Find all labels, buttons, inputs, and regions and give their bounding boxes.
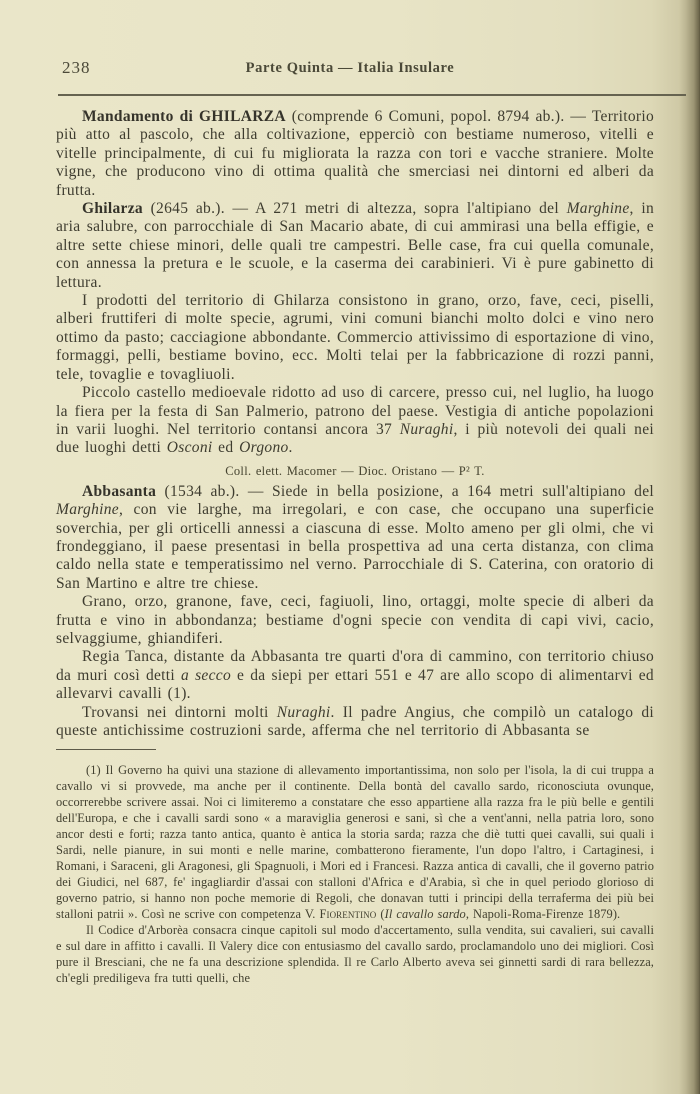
text-run: , Napoli-Roma-Firenze 1879). xyxy=(465,907,621,922)
body-paragraph xyxy=(56,593,654,648)
text-run: Abbasanta xyxy=(82,482,157,500)
running-title: Parte Quinta — Italia Insulare xyxy=(245,60,455,76)
text-run: ed xyxy=(212,439,240,457)
body-paragraph xyxy=(56,108,654,200)
body-paragraph xyxy=(56,648,654,703)
footnote-paragraph xyxy=(56,922,654,986)
page-number: 238 xyxy=(62,58,91,77)
body-paragraph xyxy=(56,292,654,384)
text-run: Fiorentino xyxy=(319,907,377,922)
footnote-paragraph xyxy=(56,762,654,922)
footnote-separator xyxy=(56,749,156,750)
text-run: Coll. elett. Macomer — Dioc. Oristano — P² T. xyxy=(225,463,485,478)
text-run: Regia Tanca, distante da Abbasanta tre quarti d'ora di cammino, con territorio chiuso da muri così detti xyxy=(56,648,654,684)
text-run: , in aria salubre, con parrocchiale di San Macario abate, di cui ammirasi una bella effigie, e altre sette chiese minori, delle quali tre campestri. Belle case, fra cui quella comunale, con annessa la pretura e le scuole, e la caserma dei carabinieri. Vi è pure gabinetto di lettura. xyxy=(56,200,655,291)
text-run: . Il padre Angius, che compilò un catalogo di queste antichissime costruzioni sarde, afferma che nel territorio di Abbasanta se xyxy=(56,703,654,739)
body-paragraph xyxy=(56,384,654,458)
text-run: Trovansi nei dintorni molti xyxy=(82,703,277,721)
text-run: Marghine xyxy=(566,200,630,218)
text-run: Orgono xyxy=(239,439,289,457)
text-run: e da siepi per ettari 551 e 47 are allo scopo di alimentarvi ed allevarvi cavalli (1). xyxy=(56,666,654,703)
body-paragraph xyxy=(56,483,654,593)
body-text xyxy=(56,108,654,740)
text-run: (1) Il Governo ha quivi una stazione di allevamento importantissima, non solo per l'isola, la di cui truppa a cavallo vi si provvede, ma anche per il continente. Della bontà del cavallo sardo, riconosciuta ovunque, occorrerebbe scrivere assai. Noi ci limiteremo a constatare che esso appartiene alla razza fra le più belle e gentili dell'Europa, e che i cavalli sardi sono « a maraviglia generosi e sani, sì che a vent'anni, nella patria loro, sono ancor desti e forti; razza tanto antica, quanto è antica la storia sarda; razza che diè tutti quei cavalli, sui quali i Sardi, nelle pianure, in sui monti e nelle marine, combatterono fieramente, l'un dopo l'altro, i Cartaginesi, i Romani, i Saraceni, gli Aragonesi, gli Spagnuoli, i Mori ed i Francesi. Razza antica di cavalli, che il governo patrio dei Giudici, nel 687, fe' ingagliardir d'assai con stalloni d'Africa e d'Arabia, sì che in quel periodo glorioso di governo patrio, si hanno non poche memorie di Regoli, che donavan tutti i principi della terraferma dei più bei stalloni patrii ». Così ne scrive con competenza V. xyxy=(56,763,654,922)
text-run: , con vie larghe, ma irregolari, e con case, che occupano una superficie soverchia, per gli orticelli annessi a ciascuna di esse. Molto ameno per gli olmi, che vi frondeggiano, il paese presentasi in bella prospettiva ad una certa distanza, con clima caldo nella state e temperatissimo nel verno. Parrocchiale di S. Caterina, con oratorio di San Martino e altre tre chiese. xyxy=(56,501,654,592)
text-run: Nuraghi xyxy=(399,420,454,438)
text-run: ( xyxy=(376,907,385,922)
text-run: Piccolo castello medioevale ridotto ad uso di carcere, presso cui, nel luglio, ha luogo la fiera per la festa di San Palmerio, patrono del paese. Vestigia di antiche popolazioni in varii luoghi. Nel territorio contansi ancora 37 xyxy=(56,384,654,438)
text-run: . xyxy=(288,439,293,457)
text-column xyxy=(56,108,654,986)
text-run: Marghine xyxy=(56,501,119,519)
text-run: Ghilarza xyxy=(82,200,143,218)
text-run: (2645 ab.). — A 271 metri di altezza, sopra l'altipiano del xyxy=(142,200,567,218)
running-head xyxy=(0,58,700,80)
page-edge-shadow xyxy=(686,0,700,1094)
text-run: Nuraghi xyxy=(276,703,331,721)
text-run: Il Codice d'Arborèa consacra cinque capitoli sul modo d'accertamento, sulla vendita, sui cavalieri, sui cavalli e sul dare in affitto i cavalli. Il Valery dice con entusiasmo del cavallo sardo, proclamandolo uno dei migliori. Così pure il Bresciani, che ne fa una descrizione splendida. Il re Carlo Alberto aveva sei ginnetti sardi di rara bellezza, ch'egli prediligeva fra tutti quelli, che xyxy=(56,923,654,986)
text-run: (1534 ab.). — Siede in bella posizione, a 164 metri sull'altipiano del xyxy=(156,482,654,500)
text-run: , i più notevoli dei quali nei due luoghi detti xyxy=(56,420,654,457)
footnotes xyxy=(56,762,654,986)
body-paragraph xyxy=(56,463,654,479)
text-run: (comprende 6 Comuni, popol. 8794 ab.). — Territorio più atto al pascolo, che alla coltivazione, epperciò con bestiame numeroso, vitelli e vitelle principalmente, di cui fu migliorata la razza con tori e vacche straniere. Molte vigne, che producono vino di ottima qualità che smerciasi nei dintorni ed alberi da frutta. xyxy=(56,108,654,199)
text-run: Grano, orzo, granone, fave, ceci, fagiuoli, lino, ortaggi, molte specie di alberi da frutta e vino in abbondanza; bestiame d'ogni specie con vendita di capi vivi, cacio, selvaggiume, ghiandiferi. xyxy=(56,593,654,647)
body-paragraph xyxy=(56,200,654,292)
text-run: Osconi xyxy=(166,439,213,457)
header-rule xyxy=(58,94,686,96)
text-run: I prodotti del territorio di Ghilarza consistono in grano, orzo, fave, ceci, piselli, alberi fruttiferi di molte specie, agrumi, vini comuni bianchi molto dolci e vino nero ottimo da pasto; cacciagione abbondante. Commercio attivissimo di esportazione di vino, formaggi, pelli, bestiame bovino, ecc. Molti telai per la fabbricazione di rozzi panni, tele, tovaglie e tovagliuoli. xyxy=(56,292,654,383)
text-run: Mandamento di GHILARZA xyxy=(82,108,286,125)
text-run: Il cavallo sardo xyxy=(384,907,466,922)
text-run: a secco xyxy=(181,666,232,684)
body-paragraph xyxy=(56,704,654,741)
